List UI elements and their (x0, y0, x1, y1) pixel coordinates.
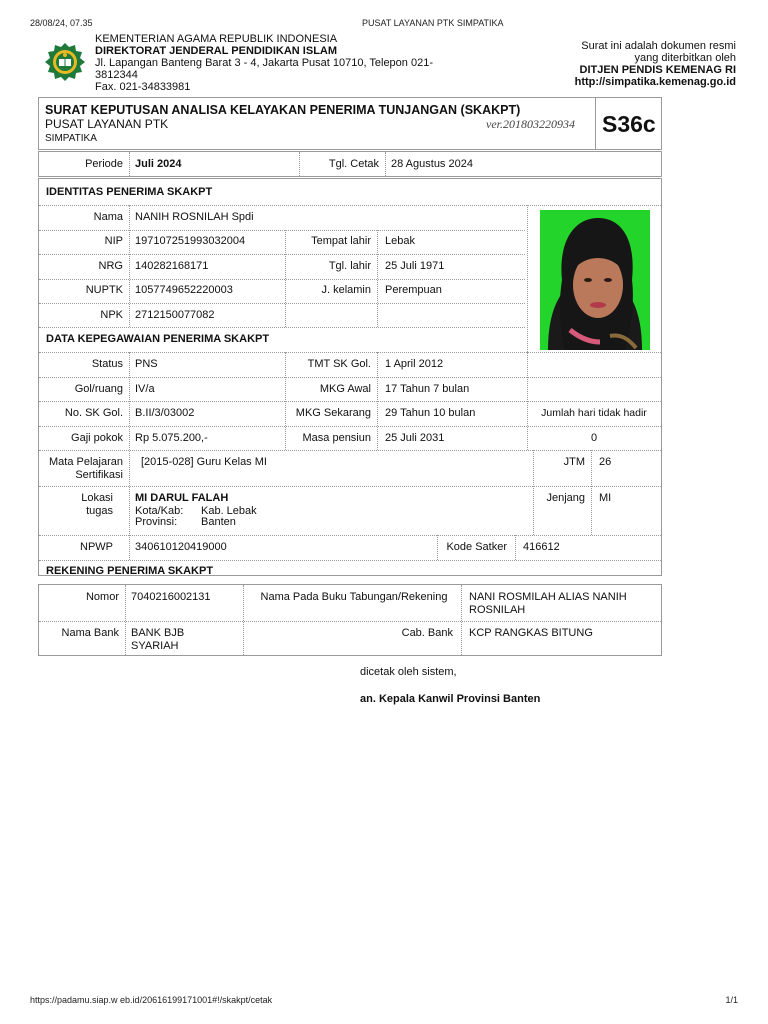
jumlah-hari-label: Jumlah hari tidak hadir (541, 407, 647, 419)
employment-section-title: DATA KEPEGAWAIAN PENERIMA SKAKPT (46, 333, 270, 345)
provinsi-value: Banten (201, 516, 236, 528)
nomor-rekening-value: 7040216002131 (131, 591, 211, 603)
person-photo-icon (540, 210, 650, 350)
ministry-header (95, 33, 433, 93)
period-value: Juli 2024 (135, 158, 182, 170)
bank-account-box (38, 584, 662, 656)
mkg-sekarang-value: 29 Tahun 10 bulan (385, 407, 476, 419)
ministry-name: KEMENTERIAN AGAMA REPUBLIK INDONESIA (95, 33, 338, 45)
jumlah-hari-value: 0 (590, 432, 598, 444)
mkg-awal-label: MKG Awal (319, 383, 371, 395)
print-page-number: 1/1 (725, 995, 738, 1005)
official-note-issuer: DITJEN PENDIS KEMENAG RI (579, 64, 736, 76)
gol-ruang-label: Gol/ruang (74, 383, 123, 395)
period-row (38, 151, 662, 177)
nama-value: NANIH ROSNILAH Spdi (135, 211, 254, 223)
nama-buku-value (463, 591, 627, 617)
kode-satker-value: 416612 (523, 541, 560, 553)
kode-satker-label: Kode Satker (446, 541, 507, 553)
document-title-box (38, 97, 662, 150)
npwp-value: 340610120419000 (135, 541, 227, 553)
mkg-sekarang-label: MKG Sekarang (295, 407, 371, 419)
npk-label: NPK (100, 309, 123, 321)
jenjang-label: Jenjang (546, 492, 585, 504)
period-label: Periode (85, 158, 123, 170)
no-sk-gol-label: No. SK Gol. (64, 407, 123, 419)
nama-bank-line1: BANK BJB (131, 627, 185, 639)
npwp-label: NPWP (80, 541, 113, 553)
nama-buku-line1: NANI ROSMILAH ALIAS NANIH (469, 591, 627, 603)
kota-value: Kab. Lebak (201, 505, 257, 517)
directorate-name: DIREKTORAT JENDERAL PENDIDIKAN ISLAM (95, 45, 338, 57)
npk-value: 2712150077082 (135, 309, 215, 321)
recipient-photo (540, 210, 650, 350)
gol-ruang-value: IV/a (135, 383, 155, 395)
nama-bank-label: Nama Bank (61, 627, 119, 639)
masa-pensiun-label: Masa pensiun (302, 432, 371, 444)
gaji-pokok-value: Rp 5.075.200,- (135, 432, 208, 444)
tgl-lahir-value: 25 Juli 1971 (385, 260, 445, 272)
mapel-label-line1: Mata Pelajaran (49, 456, 123, 468)
masa-pensiun-value: 25 Juli 2031 (385, 432, 445, 444)
lokasi-label-line1: Lokasi (81, 492, 113, 504)
tmt-sk-value: 1 April 2012 (385, 358, 444, 370)
nama-bank-value (125, 627, 184, 653)
jenis-kelamin-label: J. kelamin (321, 284, 371, 296)
identity-section-title: IDENTITAS PENERIMA SKAKPT (46, 186, 213, 198)
status-label: Status (91, 358, 123, 370)
official-note-line1: Surat ini adalah dokumen resmi (581, 40, 736, 52)
nuptk-label: NUPTK (85, 284, 123, 296)
jtm-label: JTM (563, 456, 585, 468)
official-note (575, 40, 736, 88)
ministry-fax: Fax. 021-34833981 (95, 81, 191, 93)
nuptk-value: 1057749652220003 (135, 284, 233, 296)
print-date-label: Tgl. Cetak (328, 158, 379, 170)
nip-value: 197107251993032004 (135, 235, 246, 247)
signatory: an. Kepala Kanwil Provinsi Banten (360, 693, 541, 705)
printed-by-system: dicetak oleh sistem, (360, 666, 457, 678)
jenis-kelamin-value: Perempuan (385, 284, 442, 296)
nrg-value: 140282168171 (135, 260, 209, 272)
bank-section-title: REKENING PENERIMA SKAKPT (46, 565, 214, 577)
lokasi-label (39, 492, 119, 518)
document-version: ver.201803220934 (486, 117, 575, 131)
nomor-rekening-label: Nomor (85, 591, 119, 603)
nrg-label: NRG (98, 260, 123, 272)
print-datetime: 28/08/24, 07.35 (30, 18, 93, 28)
print-page-title: PUSAT LAYANAN PTK SIMPATIKA (362, 18, 504, 28)
document-subtitle-simpatika: SIMPATIKA (45, 133, 97, 144)
official-note-line2: yang diterbitkan oleh (634, 52, 736, 64)
mapel-value: [2015-028] Guru Kelas MI (141, 456, 267, 468)
gaji-pokok-label: Gaji pokok (71, 432, 123, 444)
ministry-address: Jl. Lapangan Banteng Barat 3 - 4, Jakarta Pusat 10710, Telepon 021- (95, 57, 433, 69)
mapel-label (39, 456, 129, 482)
document-code: S36c (602, 111, 656, 137)
print-date-value: 28 Agustus 2024 (391, 158, 473, 170)
nip-label: NIP (104, 235, 123, 247)
tempat-lahir-label: Tempat lahir (311, 235, 371, 247)
jtm-value: 26 (599, 456, 612, 468)
document-subtitle: PUSAT LAYANAN PTK (45, 117, 169, 131)
ministry-phone: 3812344 (95, 69, 138, 81)
cabang-bank-value: KCP RANGKAS BITUNG (469, 627, 593, 639)
nama-buku-line2: ROSNILAH (469, 604, 526, 616)
nama-label: Nama (93, 211, 123, 223)
nama-buku-label: Nama Pada Buku Tabungan/Rekening (260, 591, 448, 603)
jenjang-value: MI (599, 492, 612, 504)
lokasi-label-line2: tugas (86, 505, 113, 517)
print-url[interactable]: https://padamu.siap.w eb.id/20616199171001#!/skakpt/cetak (30, 995, 273, 1005)
kota-label: Kota/Kab: (135, 505, 184, 517)
tgl-lahir-label: Tgl. lahir (328, 260, 371, 272)
sekolah-name: MI DARUL FALAH (135, 492, 229, 504)
kemenag-logo-icon (44, 42, 86, 82)
mapel-label-line2: Sertifikasi (75, 469, 123, 481)
mkg-awal-value: 17 Tahun 7 bulan (385, 383, 470, 395)
official-note-url[interactable]: http://simpatika.kemenag.go.id (574, 76, 736, 88)
nama-bank-line2: SYARIAH (131, 640, 179, 652)
document-title: SURAT KEPUTUSAN ANALISA KELAYAKAN PENERIMA TUNJANGAN (SKAKPT) (45, 103, 521, 117)
no-sk-gol-value: B.II/3/03002 (135, 407, 195, 419)
tempat-lahir-value: Lebak (385, 235, 415, 247)
provinsi-label: Provinsi: (135, 516, 178, 528)
cabang-bank-label: Cab. Bank (401, 627, 453, 639)
status-value: PNS (135, 358, 158, 370)
tmt-sk-label: TMT SK Gol. (307, 358, 371, 370)
